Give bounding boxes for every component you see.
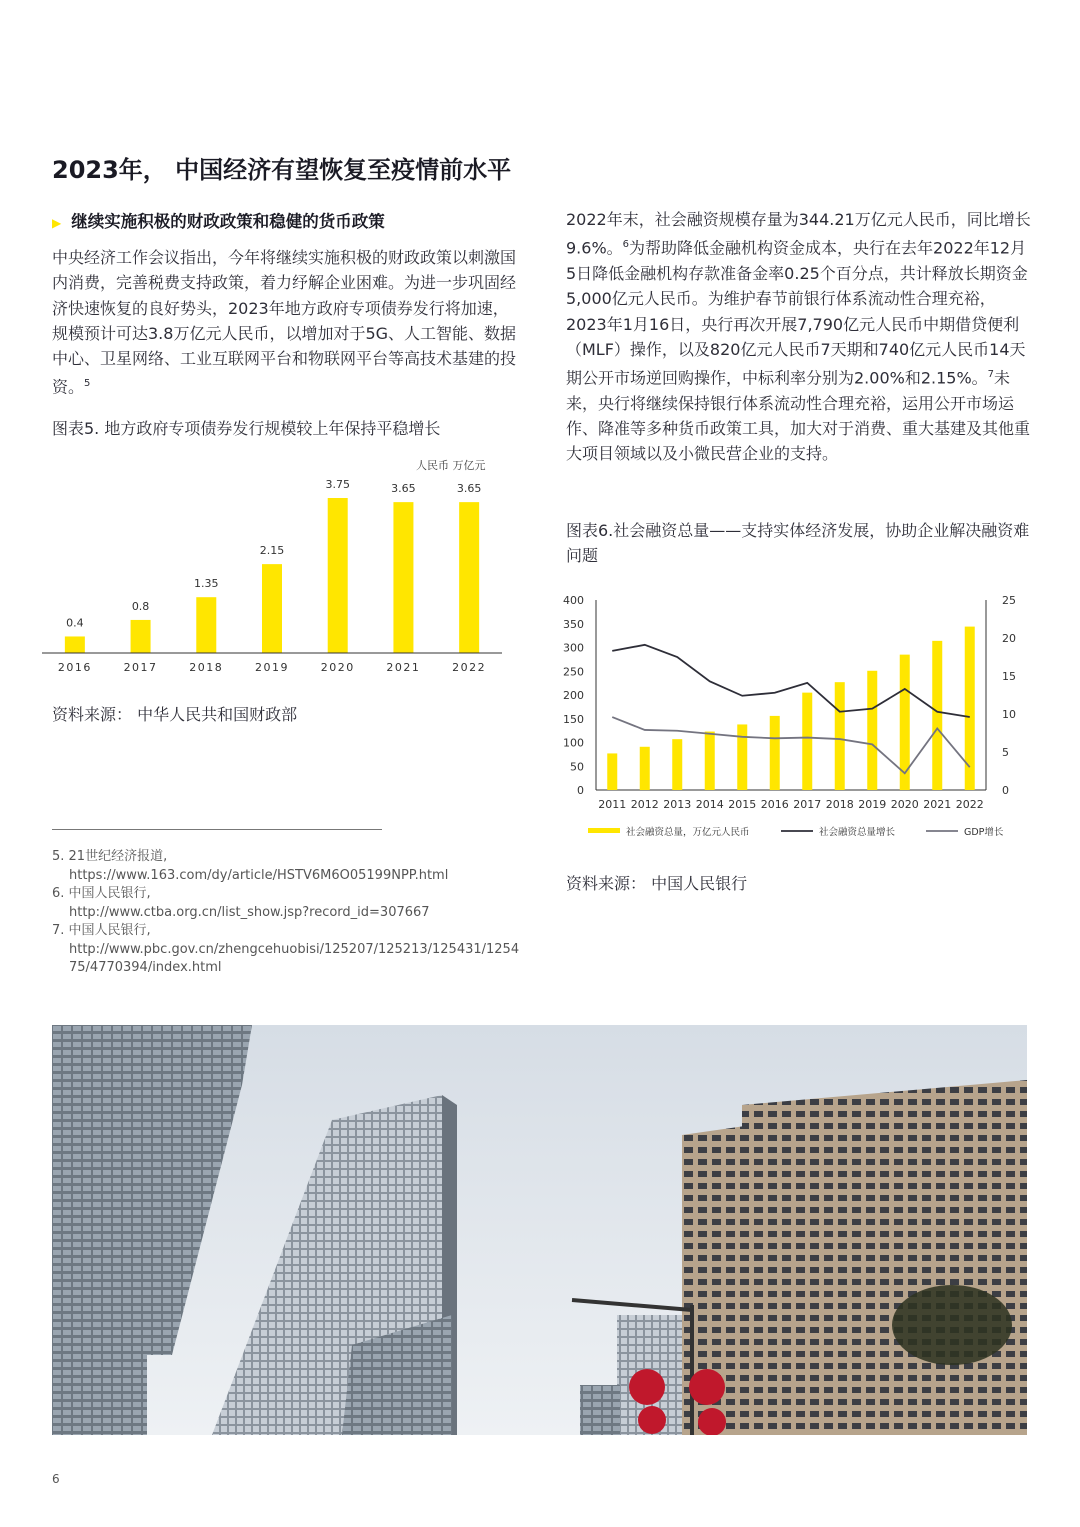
footnote-ref-7: 7 [987, 369, 995, 381]
left-tick-label: 200 [563, 689, 584, 702]
bar-2016 [770, 716, 780, 790]
figure6-source: 资料来源： 中国人民银行 [566, 874, 748, 893]
right-tick-label: 0 [1002, 784, 1009, 797]
figure5-bar-chart [40, 470, 510, 680]
x-tick-label: 2017 [793, 798, 822, 811]
left-tick-label: 100 [563, 736, 584, 750]
figure6-combo-chart [556, 590, 1036, 850]
x-tick-label: 2022 [452, 661, 487, 674]
footnote-ref-6: 6 [622, 239, 630, 251]
bar-value-label: 0.8 [131, 599, 150, 613]
right-main-building [742, 1080, 1027, 1435]
right-paragraph [566, 207, 1036, 467]
left-tick-label: 250 [563, 665, 584, 679]
x-tick-label: 2011 [598, 798, 627, 811]
footnote-url-link[interactable]: https://www.163.com/dy/article/HSTV6M6O05199NPP.html [69, 867, 449, 883]
x-tick-label: 2022 [955, 798, 984, 811]
footnote-label: 5. 21世纪经济报道, [52, 849, 168, 864]
bar-value-label: 3.65 [391, 482, 416, 496]
bar-2012 [640, 747, 650, 790]
left-tick-label: 350 [563, 617, 584, 631]
left-paragraph [52, 245, 522, 400]
left-tick-label: 300 [563, 641, 584, 655]
left-tick-label: 400 [563, 594, 584, 607]
line-series-2 [612, 717, 970, 773]
footnote-item [52, 885, 522, 922]
footnote-url-link[interactable]: http://www.ctba.org.cn/list_show.jsp?record_id=307667 [69, 904, 430, 920]
left-tick-label: 50 [570, 760, 584, 774]
right-paragraph-part2: 为帮助降低金融机构资金成本，央行在去年2022年12月5日降低金融机构存款准备金率0.25个百分点，共计释放长期资金5,000亿元人民币。为维护春节前银行体系流动性合理充裕，2023年1月16日，央行再次开展7,790亿元人民币中期借贷便利（MLF）操作，以及820亿元人民币7天期和740亿元人民币14天期公开市场逆回购操作，中标利率分别为2.00%和2.15%。 [566, 238, 1028, 388]
bar-value-label: 2.15 [259, 544, 285, 558]
bar-2019 [262, 564, 282, 653]
right-tick-label: 10 [1002, 708, 1016, 721]
left-tick-label: 0 [577, 784, 584, 797]
legend-swatch-bar [588, 828, 620, 833]
x-tick-label: 2018 [189, 661, 224, 674]
right-tick-label: 5 [1002, 746, 1009, 759]
city-skyline-photo [52, 1025, 1027, 1435]
footnote-divider [52, 829, 382, 830]
bar-value-label: 0.4 [66, 616, 84, 630]
bar-2021 [932, 641, 942, 790]
bar-2014 [705, 732, 715, 790]
bar-2016 [65, 636, 85, 653]
subheading-text: 继续实施积极的财政政策和稳健的货币政策 [71, 212, 385, 231]
bar-value-label: 3.65 [456, 482, 482, 496]
x-tick-label: 2015 [728, 798, 757, 811]
bar-value-label: 3.75 [325, 478, 350, 491]
figure5-source: 资料来源： 中华人民共和国财政部 [52, 705, 298, 724]
triangle-bullet-icon: ▶ [52, 216, 62, 230]
footnote-label: 6. 中国人民银行, [52, 886, 151, 901]
x-tick-label: 2019 [858, 798, 887, 811]
left-paragraph-text: 中央经济工作会议指出，今年将继续实施积极的财政政策以刺激国内消费，完善税费支持政策，着力纾解企业困难。为进一步巩固经济快速恢复的良好势头，2023年地方政府专项债券发行将加速，规模预计可达3.8万亿元人民币，以增加对于5G、人工智能、数据中心、卫星网络、工业互联网平台和物联网平台等高技术基建的投资。 [52, 248, 517, 397]
right-tick-label: 15 [1002, 670, 1016, 683]
bar-2020 [328, 498, 348, 653]
bar-value-label: 1.35 [194, 577, 219, 591]
legend-label: GDP增长 [964, 827, 1004, 838]
page-heading: 2023年， 中国经济有望恢复至疫情前水平 [52, 156, 512, 184]
figure5-title: 图表5. 地方政府专项债券发行规模较上年保持平稳增长 [52, 419, 441, 438]
bar-2015 [737, 724, 747, 790]
x-tick-label: 2014 [695, 798, 724, 811]
x-tick-label: 2021 [386, 661, 421, 674]
bar-2022 [459, 502, 479, 653]
legend-label: 社会融资总量，万亿元人民币 [626, 827, 750, 838]
bar-2017 [131, 620, 151, 653]
figure5-unit: 人民币 万亿元 [416, 459, 486, 472]
section-subheading [52, 208, 385, 232]
bar-2022 [965, 627, 975, 790]
bar-2013 [672, 739, 682, 790]
x-tick-label: 2017 [123, 661, 158, 674]
right-paragraph-part3: 未来，央行将继续保持银行体系流动性合理充裕，运用公开市场运作、降准等多种货币政策工具，加大对于消费、重大基建及其他重大项目领域以及小微民营企业的支持。 [566, 368, 1031, 464]
bar-2017 [802, 693, 812, 790]
footnote-ref-5: 5 [84, 378, 91, 390]
x-tick-label: 2016 [57, 661, 92, 674]
x-tick-label: 2020 [890, 798, 919, 811]
line-series-1 [612, 645, 970, 717]
bar-2011 [607, 753, 617, 790]
left-tick-label: 150 [563, 712, 584, 726]
x-tick-label: 2021 [923, 798, 952, 811]
legend-label: 社会融资总量增长 [819, 827, 896, 838]
right-paragraph-part1: 2022年末，社会融资规模存量为344.21万亿元人民币，同比增长9.6%。 [566, 210, 1031, 258]
right-tick-label: 20 [1002, 632, 1016, 645]
footnotes [52, 848, 522, 978]
x-tick-label: 2019 [255, 661, 289, 674]
figure6-title: 图表6.社会融资总量——支持实体经济发展，协助企业解决融资难问题 [566, 521, 1030, 565]
bar-2018 [196, 597, 216, 653]
x-tick-label: 2013 [663, 798, 692, 811]
bar-2018 [835, 682, 845, 790]
x-tick-label: 2018 [825, 798, 854, 811]
x-tick-label: 2016 [760, 798, 789, 811]
footnote-label: 7. 中国人民银行, [52, 923, 151, 938]
right-tick-label: 25 [1002, 594, 1016, 607]
x-tick-label: 2012 [630, 798, 659, 811]
bar-2019 [867, 671, 877, 790]
x-tick-label: 2020 [320, 661, 355, 674]
footnote-item [52, 922, 522, 978]
page-number: 6 [52, 1472, 60, 1486]
footnote-item [52, 848, 522, 885]
footnote-url-link[interactable]: http://www.pbc.gov.cn/zhengcehuobisi/125207/125213/125431/125475/4770394/index.html [69, 941, 520, 975]
red-lantern [629, 1369, 665, 1405]
bar-2021 [393, 502, 413, 653]
